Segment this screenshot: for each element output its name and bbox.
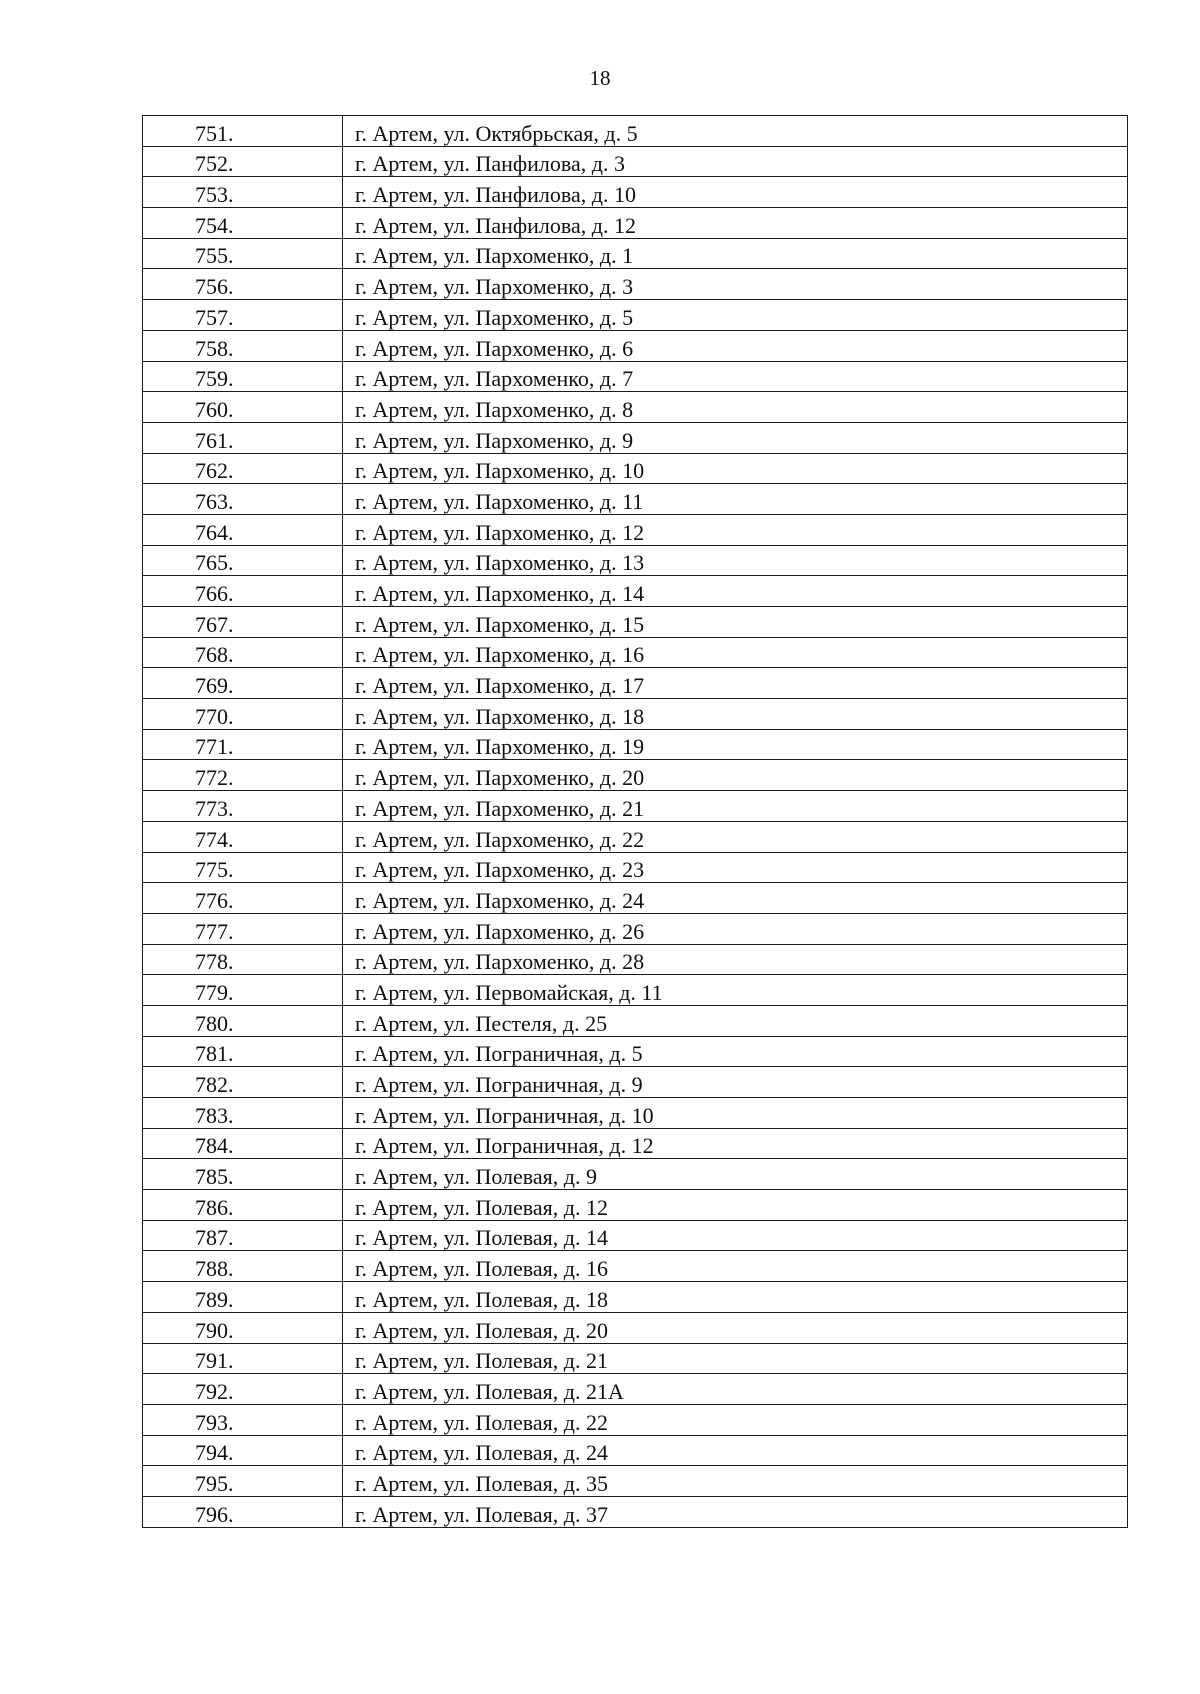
row-number-cell [143,1067,343,1098]
address-text: г. Артем, ул. Полевая, д. 24 [355,1440,608,1466]
row-number-cell [143,975,343,1006]
address-cell [343,1005,1128,1036]
table-row [143,637,1128,668]
row-number: 793. [195,1409,234,1435]
address-cell [343,116,1128,147]
table-row [143,1312,1128,1343]
row-number-cell [143,791,343,822]
address-text: г. Артем, ул. Пархоменко, д. 26 [355,918,645,944]
table-row [143,883,1128,914]
row-number-cell [143,1343,343,1374]
row-number: 786. [195,1194,234,1220]
row-number-cell [143,729,343,760]
row-number: 765. [195,550,234,576]
address-cell [343,1098,1128,1129]
address-text: г. Артем, ул. Пархоменко, д. 21 [355,795,645,821]
row-number-cell [143,699,343,730]
row-number-cell [143,1312,343,1343]
address-cell [343,545,1128,576]
table-row [143,238,1128,269]
row-number-cell [143,453,343,484]
row-number: 779. [195,979,234,1005]
address-text: г. Артем, ул. Полевая, д. 16 [355,1256,608,1282]
table-row [143,699,1128,730]
address-cell [343,975,1128,1006]
row-number: 764. [195,519,234,545]
address-cell [343,729,1128,760]
address-cell [343,1251,1128,1282]
address-cell [343,1435,1128,1466]
row-number-cell [143,300,343,331]
address-cell [343,791,1128,822]
row-number: 792. [195,1378,234,1404]
address-text: г. Артем, ул. Пархоменко, д. 1 [355,243,634,269]
address-text: г. Артем, ул. Первомайская, д. 11 [355,979,663,1005]
row-number: 784. [195,1133,234,1159]
table-row [143,361,1128,392]
table-row [143,1190,1128,1221]
address-text: г. Артем, ул. Пограничная, д. 12 [355,1133,654,1159]
address-text: г. Артем, ул. Пархоменко, д. 16 [355,642,645,668]
row-number: 781. [195,1041,234,1067]
address-text: г. Артем, ул. Пархоменко, д. 11 [355,488,644,514]
row-number-cell [143,1466,343,1497]
address-text: г. Артем, ул. Полевая, д. 12 [355,1194,608,1220]
address-cell [343,852,1128,883]
table-row [143,146,1128,177]
address-cell [343,944,1128,975]
table-row [143,975,1128,1006]
address-text: г. Артем, ул. Панфилова, д. 3 [355,151,625,177]
address-cell [343,1343,1128,1374]
row-number-cell [143,1005,343,1036]
row-number-cell [143,1282,343,1313]
row-number: 787. [195,1225,234,1251]
address-text: г. Артем, ул. Пархоменко, д. 9 [355,427,634,453]
address-text: г. Артем, ул. Пархоменко, д. 8 [355,396,634,422]
address-text: г. Артем, ул. Пархоменко, д. 6 [355,335,634,361]
address-cell [343,1128,1128,1159]
address-cell [343,514,1128,545]
table-row [143,177,1128,208]
address-cell [343,637,1128,668]
row-number-cell [143,1404,343,1435]
address-table-body [143,116,1128,1528]
table-row [143,576,1128,607]
row-number-cell [143,392,343,423]
row-number: 789. [195,1286,234,1312]
row-number-cell [143,821,343,852]
row-number: 776. [195,887,234,913]
address-cell [343,422,1128,453]
table-row [143,514,1128,545]
row-number: 791. [195,1348,234,1374]
address-text: г. Артем, ул. Полевая, д. 14 [355,1225,608,1251]
address-cell [343,607,1128,638]
row-number-cell [143,146,343,177]
table-row [143,1036,1128,1067]
row-number: 771. [195,734,234,760]
table-row [143,300,1128,331]
table-row [143,392,1128,423]
table-row [143,1435,1128,1466]
row-number: 773. [195,795,234,821]
table-row [143,852,1128,883]
address-text: г. Артем, ул. Пархоменко, д. 19 [355,734,645,760]
row-number-cell [143,852,343,883]
row-number-cell [143,576,343,607]
table-row [143,545,1128,576]
row-number-cell [143,1190,343,1221]
table-row [143,1404,1128,1435]
row-number-cell [143,361,343,392]
table-row [143,1067,1128,1098]
address-cell [343,760,1128,791]
address-cell [343,913,1128,944]
address-cell [343,146,1128,177]
row-number: 756. [195,274,234,300]
row-number: 760. [195,396,234,422]
row-number: 755. [195,243,234,269]
address-text: г. Артем, ул. Полевая, д. 21 [355,1348,608,1374]
table-row [143,1098,1128,1129]
row-number-cell [143,269,343,300]
table-row [143,1005,1128,1036]
row-number: 796. [195,1501,234,1527]
address-cell [343,269,1128,300]
address-cell [343,330,1128,361]
row-number: 772. [195,765,234,791]
row-number: 775. [195,857,234,883]
table-row [143,668,1128,699]
row-number-cell [143,913,343,944]
row-number: 777. [195,918,234,944]
address-cell [343,1282,1128,1313]
address-table [142,115,1128,1528]
row-number: 758. [195,335,234,361]
address-text: г. Артем, ул. Полевая, д. 9 [355,1164,597,1190]
table-row [143,208,1128,239]
row-number-cell [143,1159,343,1190]
table-row [143,1343,1128,1374]
address-text: г. Артем, ул. Пархоменко, д. 18 [355,703,645,729]
table-row [143,330,1128,361]
table-row [143,1251,1128,1282]
row-number: 769. [195,673,234,699]
address-text: г. Артем, ул. Полевая, д. 21А [355,1378,624,1404]
row-number-cell [143,1098,343,1129]
row-number-cell [143,1374,343,1405]
row-number-cell [143,760,343,791]
row-number: 778. [195,949,234,975]
row-number: 762. [195,458,234,484]
address-text: г. Артем, ул. Пархоменко, д. 20 [355,765,645,791]
table-row [143,1159,1128,1190]
row-number: 785. [195,1164,234,1190]
table-row [143,913,1128,944]
row-number-cell [143,1036,343,1067]
address-text: г. Артем, ул. Пархоменко, д. 12 [355,519,645,545]
address-cell [343,668,1128,699]
table-row [143,607,1128,638]
address-cell [343,453,1128,484]
address-cell [343,1312,1128,1343]
row-number: 782. [195,1072,234,1097]
address-text: г. Артем, ул. Пограничная, д. 9 [355,1072,643,1097]
address-cell [343,1220,1128,1251]
row-number: 767. [195,611,234,637]
row-number: 794. [195,1440,234,1466]
row-number-cell [143,177,343,208]
address-cell [343,1159,1128,1190]
address-cell [343,1036,1128,1067]
address-cell [343,699,1128,730]
table-row [143,821,1128,852]
address-cell [343,1067,1128,1098]
address-cell [343,208,1128,239]
address-text: г. Артем, ул. Пархоменко, д. 14 [355,581,645,606]
address-cell [343,177,1128,208]
page-number: 18 [589,66,611,90]
address-text: г. Артем, ул. Полевая, д. 37 [355,1501,608,1527]
table-row [143,1374,1128,1405]
row-number: 763. [195,488,234,514]
table-row [143,729,1128,760]
address-cell [343,1374,1128,1405]
address-text: г. Артем, ул. Пархоменко, д. 3 [355,274,634,300]
row-number: 752. [195,151,234,177]
table-row [143,422,1128,453]
address-text: г. Артем, ул. Октябрьская, д. 5 [355,120,638,146]
address-text: г. Артем, ул. Пограничная, д. 10 [355,1102,654,1128]
row-number-cell [143,1251,343,1282]
address-text: г. Артем, ул. Пархоменко, д. 5 [355,304,634,330]
address-text: г. Артем, ул. Пограничная, д. 5 [355,1041,643,1067]
address-text: г. Артем, ул. Панфилова, д. 12 [355,212,636,238]
row-number-cell [143,668,343,699]
row-number: 757. [195,304,234,330]
table-row [143,791,1128,822]
row-number: 754. [195,212,234,238]
address-text: г. Артем, ул. Пархоменко, д. 13 [355,550,645,576]
table-row [143,269,1128,300]
address-cell [343,1404,1128,1435]
address-text: г. Артем, ул. Пархоменко, д. 28 [355,949,645,975]
row-number: 783. [195,1102,234,1128]
address-text: г. Артем, ул. Пестеля, д. 25 [355,1010,608,1036]
table-row [143,1496,1128,1527]
row-number: 770. [195,703,234,729]
address-cell [343,300,1128,331]
row-number-cell [143,208,343,239]
row-number-cell [143,944,343,975]
row-number-cell [143,484,343,515]
address-cell [343,1190,1128,1221]
table-row [143,1282,1128,1313]
address-text: г. Артем, ул. Пархоменко, д. 17 [355,673,645,699]
row-number-cell [143,514,343,545]
table-row [143,944,1128,975]
row-number-cell [143,545,343,576]
table-row [143,760,1128,791]
address-cell [343,238,1128,269]
address-cell [343,484,1128,515]
row-number-cell [143,330,343,361]
address-text: г. Артем, ул. Полевая, д. 18 [355,1286,608,1312]
address-cell [343,883,1128,914]
address-cell [343,576,1128,607]
row-number: 761. [195,427,234,453]
row-number-cell [143,422,343,453]
row-number-cell [143,607,343,638]
address-cell [343,361,1128,392]
row-number: 753. [195,182,234,208]
row-number: 759. [195,366,234,392]
address-text: г. Артем, ул. Пархоменко, д. 15 [355,611,645,637]
row-number: 780. [195,1010,234,1036]
address-text: г. Артем, ул. Пархоменко, д. 24 [355,887,645,913]
row-number-cell [143,1128,343,1159]
address-text: г. Артем, ул. Пархоменко, д. 23 [355,857,645,883]
address-text: г. Артем, ул. Панфилова, д. 10 [355,182,636,208]
address-cell [343,392,1128,423]
row-number-cell [143,1435,343,1466]
row-number: 768. [195,642,234,668]
row-number: 774. [195,826,234,852]
address-text: г. Артем, ул. Полевая, д. 22 [355,1409,608,1435]
address-text: г. Артем, ул. Полевая, д. 20 [355,1317,608,1343]
address-text: г. Артем, ул. Пархоменко, д. 7 [355,366,634,392]
table-row [143,116,1128,147]
address-text: г. Артем, ул. Пархоменко, д. 10 [355,458,645,484]
address-cell [343,1466,1128,1497]
table-row [143,484,1128,515]
address-text: г. Артем, ул. Пархоменко, д. 22 [355,826,645,852]
row-number-cell [143,637,343,668]
table-row [143,1466,1128,1497]
row-number-cell [143,1496,343,1527]
table-row [143,453,1128,484]
row-number: 766. [195,581,234,606]
row-number: 788. [195,1256,234,1282]
row-number-cell [143,883,343,914]
row-number-cell [143,1220,343,1251]
row-number-cell [143,116,343,147]
address-cell [343,821,1128,852]
row-number-cell [143,238,343,269]
address-cell [343,1496,1128,1527]
row-number: 751. [195,120,234,146]
address-text: г. Артем, ул. Полевая, д. 35 [355,1470,608,1496]
table-row [143,1128,1128,1159]
row-number: 790. [195,1317,234,1343]
table-row [143,1220,1128,1251]
row-number: 795. [195,1470,234,1496]
